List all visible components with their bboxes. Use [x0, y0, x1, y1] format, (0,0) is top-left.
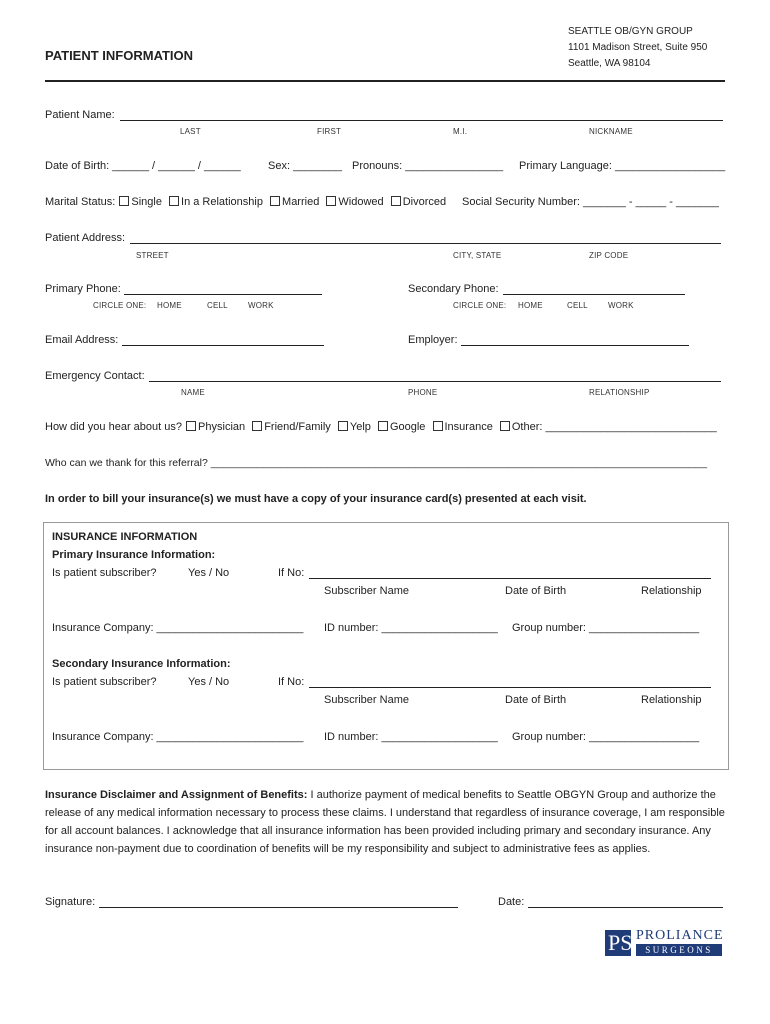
checkbox-single[interactable]	[119, 196, 129, 206]
secondary-group-number-field[interactable]: Group number: __________________	[512, 731, 700, 743]
logo-wordmark-line1: PROLIANCE	[636, 928, 724, 943]
logo-monogram: PS	[608, 930, 633, 955]
secondary-yes-no[interactable]: Yes / No	[188, 676, 230, 688]
caption-zip: ZIP CODE	[589, 251, 629, 260]
caption-ec-relationship: RELATIONSHIP	[589, 388, 650, 397]
primary-circle-one: CIRCLE ONE:	[93, 301, 147, 310]
caption-nickname: NICKNAME	[589, 127, 633, 136]
secondary-phone-field[interactable]	[503, 294, 685, 295]
option-relationship: In a Relationship	[181, 196, 263, 208]
checkbox-google[interactable]	[378, 421, 388, 431]
option-google: Google	[389, 421, 426, 433]
org-address-line1: 1101 Madison Street, Suite 950	[568, 42, 708, 53]
secondary-id-number-field[interactable]: ID number: ___________________	[324, 731, 498, 743]
referral-field[interactable]: Who can we thank for this referral? _____________________________________________________________________________________	[45, 457, 708, 469]
secondary-subscriber-name-caption: Subscriber Name	[324, 694, 409, 706]
date-field[interactable]	[528, 907, 723, 908]
secondary-dob-caption: Date of Birth	[505, 694, 567, 706]
emergency-contact-field[interactable]	[149, 381, 721, 382]
employer-label: Employer:	[408, 334, 458, 346]
primary-phone-work[interactable]: WORK	[248, 301, 274, 310]
signature-label: Signature:	[45, 896, 96, 908]
primary-language-field[interactable]: Primary Language: __________________	[519, 160, 726, 172]
option-divorced: Divorced	[402, 196, 447, 208]
patient-address-field[interactable]	[130, 243, 721, 244]
marital-status-label: Marital Status:	[45, 196, 116, 208]
option-other: Other: ____________________________	[511, 421, 717, 433]
option-yelp: Yelp	[349, 421, 371, 433]
patient-address-label: Patient Address:	[45, 232, 126, 244]
primary-phone-field[interactable]	[124, 294, 322, 295]
secondary-subscriber-field[interactable]	[309, 687, 711, 688]
primary-group-number-field[interactable]: Group number: __________________	[512, 622, 700, 634]
marital-status-row	[45, 196, 449, 208]
primary-id-number-field[interactable]: ID number: ___________________	[324, 622, 498, 634]
patient-name-field[interactable]	[120, 120, 723, 121]
caption-ec-name: NAME	[181, 388, 205, 397]
employer-field[interactable]	[461, 345, 689, 346]
option-insurance: Insurance	[444, 421, 493, 433]
primary-insurance-heading: Primary Insurance Information:	[52, 549, 216, 561]
primary-phone-cell[interactable]: CELL	[207, 301, 228, 310]
primary-dob-caption: Date of Birth	[505, 585, 567, 597]
checkbox-married[interactable]	[270, 196, 280, 206]
insurance-disclaimer	[45, 786, 725, 858]
option-friend-family: Friend/Family	[264, 421, 331, 433]
secondary-insurance-company-field[interactable]: Insurance Company: ________________________	[52, 731, 304, 743]
org-address-line2: Seattle, WA 98104	[568, 58, 651, 69]
ssn-field[interactable]: Social Security Number: _______ - _____ - _______	[462, 196, 719, 208]
primary-subscriber-name-caption: Subscriber Name	[324, 585, 409, 597]
pronouns-field[interactable]: Pronouns: ________________	[352, 160, 504, 172]
checkbox-physician[interactable]	[186, 421, 196, 431]
checkbox-widowed[interactable]	[326, 196, 336, 206]
sex-field[interactable]: Sex: ________	[268, 160, 343, 172]
option-married: Married	[282, 196, 320, 208]
insurance-title: INSURANCE INFORMATION	[52, 531, 198, 543]
checkbox-other[interactable]	[500, 421, 510, 431]
option-single: Single	[131, 196, 162, 208]
primary-insurance-company-field[interactable]: Insurance Company: ________________________	[52, 622, 304, 634]
primary-subscriber-question: Is patient subscriber?	[52, 567, 157, 579]
caption-street: STREET	[136, 251, 169, 260]
primary-phone-home[interactable]: HOME	[157, 301, 182, 310]
emergency-contact-label: Emergency Contact:	[45, 370, 145, 382]
primary-if-no-label: If No:	[278, 567, 305, 579]
checkbox-friend-family[interactable]	[252, 421, 262, 431]
caption-mi: M.I.	[453, 127, 468, 136]
caption-last: LAST	[180, 127, 201, 136]
primary-phone-label: Primary Phone:	[45, 283, 121, 295]
secondary-if-no-label: If No:	[278, 676, 305, 688]
option-physician: Physician	[198, 421, 246, 433]
secondary-phone-label: Secondary Phone:	[408, 283, 499, 295]
page-title: PATIENT INFORMATION	[45, 48, 194, 63]
secondary-phone-home[interactable]: HOME	[518, 301, 543, 310]
primary-subscriber-field[interactable]	[309, 578, 711, 579]
primary-yes-no[interactable]: Yes / No	[188, 567, 230, 579]
patient-name-label: Patient Name:	[45, 109, 115, 121]
billing-notice: In order to bill your insurance(s) we must have a copy of your insurance card(s) presented at each visit.	[45, 493, 587, 505]
signature-field[interactable]	[99, 907, 458, 908]
proliance-logo-mark	[605, 930, 631, 956]
checkbox-insurance[interactable]	[433, 421, 443, 431]
secondary-circle-one: CIRCLE ONE:	[453, 301, 507, 310]
caption-ec-phone: PHONE	[408, 388, 438, 397]
dob-field[interactable]: Date of Birth: ______ / ______ / ______	[45, 160, 241, 172]
caption-first: FIRST	[317, 127, 342, 136]
date-label: Date:	[498, 896, 525, 908]
disclaimer-body: I authorize payment of medical benefits to Seattle OBGYN Group and authorize the release of any medical information necessary to process these claims. I understand that regardless of insurance coverage, I am responsible for all account balances. I acknowledge that all insurance information has been provided including primary and secondary insurance. Any insurance non-payment due to coordination of benefits will be my responsibility and subject to administrative fees as applies.	[45, 789, 725, 855]
email-label: Email Address:	[45, 334, 119, 346]
checkbox-relationship[interactable]	[169, 196, 179, 206]
logo-wordmark-line2: SURGEONS	[636, 944, 722, 956]
hear-about-label: How did you hear about us?	[45, 421, 182, 433]
hear-about-row	[45, 421, 720, 433]
caption-city-state: CITY, STATE	[453, 251, 502, 260]
secondary-phone-work[interactable]: WORK	[608, 301, 634, 310]
email-field[interactable]	[122, 345, 324, 346]
option-widowed: Widowed	[338, 196, 384, 208]
checkbox-divorced[interactable]	[391, 196, 401, 206]
header-divider	[45, 80, 725, 82]
primary-relationship-caption: Relationship	[641, 585, 702, 597]
secondary-subscriber-question: Is patient subscriber?	[52, 676, 157, 688]
secondary-insurance-heading: Secondary Insurance Information:	[52, 658, 231, 670]
secondary-relationship-caption: Relationship	[641, 694, 702, 706]
checkbox-yelp[interactable]	[338, 421, 348, 431]
disclaimer-heading: Insurance Disclaimer and Assignment of Benefits:	[45, 789, 308, 801]
secondary-phone-cell[interactable]: CELL	[567, 301, 588, 310]
org-name: SEATTLE OB/GYN GROUP	[568, 26, 693, 37]
